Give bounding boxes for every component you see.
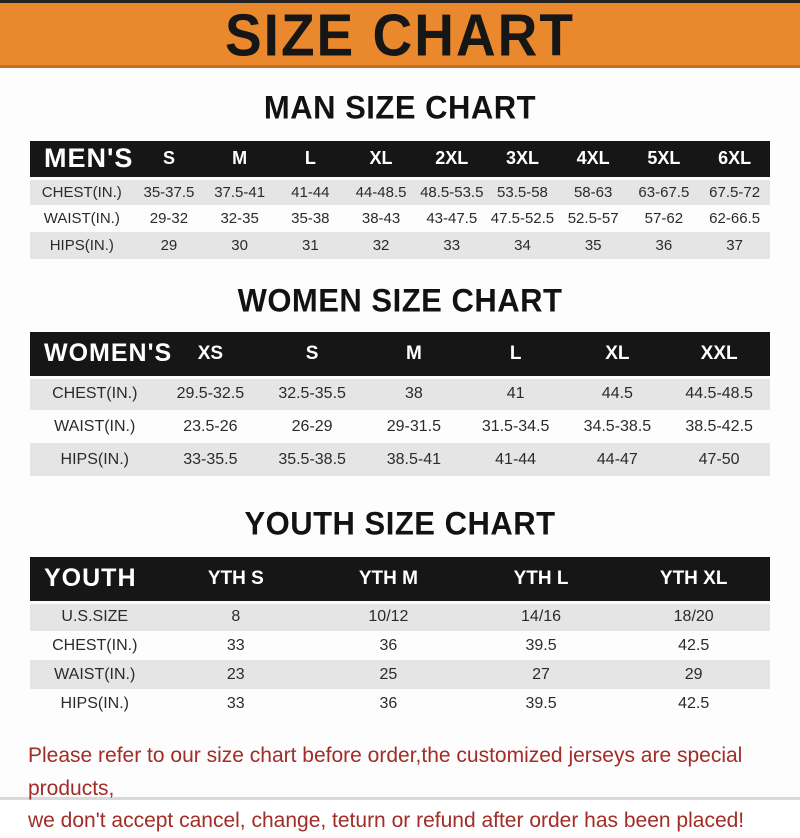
size-column-header: XL <box>567 332 669 377</box>
size-column-header: S <box>261 332 363 377</box>
data-cell: 44.5-48.5 <box>668 377 770 410</box>
table-row <box>30 660 770 689</box>
size-column-header: XS <box>160 332 262 377</box>
row-label: WAIST(IN.) <box>30 660 160 689</box>
data-cell: 33 <box>160 631 313 660</box>
size-column-header: 6XL <box>699 141 770 178</box>
data-cell: 44.5 <box>567 377 669 410</box>
data-cell: 62-66.5 <box>699 205 770 232</box>
data-cell: 44-47 <box>567 443 669 476</box>
data-cell: 38 <box>363 377 465 410</box>
data-cell: 33 <box>416 232 487 259</box>
table-row <box>30 443 770 476</box>
youth-size-table <box>30 557 770 718</box>
data-cell: 58-63 <box>558 178 629 205</box>
data-cell: 29.5-32.5 <box>160 377 262 410</box>
table-corner-label: YOUTH <box>30 557 160 602</box>
data-cell: 14/16 <box>465 602 618 631</box>
data-cell: 30 <box>204 232 275 259</box>
size-column-header: M <box>204 141 275 178</box>
table-row <box>30 232 770 259</box>
data-cell: 36 <box>629 232 700 259</box>
size-column-header: M <box>363 332 465 377</box>
data-cell: 43-47.5 <box>416 205 487 232</box>
data-cell: 48.5-53.5 <box>416 178 487 205</box>
data-cell: 39.5 <box>465 631 618 660</box>
data-cell: 35 <box>558 232 629 259</box>
table-header-row <box>30 141 770 178</box>
data-cell: 41-44 <box>465 443 567 476</box>
man-size-chart-title: MAN SIZE CHART <box>263 89 537 126</box>
data-cell: 57-62 <box>629 205 700 232</box>
row-label: HIPS(IN.) <box>30 689 160 718</box>
size-column-header: 2XL <box>416 141 487 178</box>
table-row <box>30 205 770 232</box>
row-label: HIPS(IN.) <box>30 232 134 259</box>
row-label: U.S.SIZE <box>30 602 160 631</box>
data-cell: 36 <box>312 689 465 718</box>
data-cell: 32-35 <box>204 205 275 232</box>
women-size-chart-title: WOMEN SIZE CHART <box>237 282 563 319</box>
womens-size-table <box>30 332 770 476</box>
size-column-header: YTH XL <box>617 557 770 602</box>
size-column-header: YTH S <box>160 557 313 602</box>
row-label: CHEST(IN.) <box>30 631 160 660</box>
data-cell: 37.5-41 <box>204 178 275 205</box>
row-label: WAIST(IN.) <box>30 410 160 443</box>
size-column-header: XXL <box>668 332 770 377</box>
men-size-table-container <box>30 141 770 259</box>
data-cell: 63-67.5 <box>629 178 700 205</box>
data-cell: 38.5-42.5 <box>668 410 770 443</box>
data-cell: 29-31.5 <box>363 410 465 443</box>
data-cell: 29 <box>617 660 770 689</box>
data-cell: 34.5-38.5 <box>567 410 669 443</box>
youth-size-chart-title: YOUTH SIZE CHART <box>244 505 556 542</box>
table-header-row <box>30 332 770 377</box>
table-row <box>30 410 770 443</box>
page-title: SIZE CHART <box>225 1 575 69</box>
data-cell: 31 <box>275 232 346 259</box>
row-label: CHEST(IN.) <box>30 377 160 410</box>
data-cell: 35-38 <box>275 205 346 232</box>
table-header-row <box>30 557 770 602</box>
row-label: HIPS(IN.) <box>30 443 160 476</box>
data-cell: 23.5-26 <box>160 410 262 443</box>
data-cell: 18/20 <box>617 602 770 631</box>
size-column-header: 4XL <box>558 141 629 178</box>
data-cell: 44-48.5 <box>346 178 417 205</box>
disclaimer-line-2: we don't accept cancel, change, teturn or refund after order has been placed! <box>28 809 745 833</box>
youth-size-table-container <box>30 557 770 718</box>
data-cell: 47-50 <box>668 443 770 476</box>
data-cell: 32 <box>346 232 417 259</box>
data-cell: 47.5-52.5 <box>487 205 558 232</box>
data-cell: 29 <box>134 232 205 259</box>
data-cell: 27 <box>465 660 618 689</box>
data-cell: 38.5-41 <box>363 443 465 476</box>
data-cell: 10/12 <box>312 602 465 631</box>
data-cell: 8 <box>160 602 313 631</box>
table-row <box>30 178 770 205</box>
data-cell: 26-29 <box>261 410 363 443</box>
table-row <box>30 377 770 410</box>
size-column-header: L <box>465 332 567 377</box>
women-size-table-container <box>30 332 770 476</box>
data-cell: 31.5-34.5 <box>465 410 567 443</box>
data-cell: 39.5 <box>465 689 618 718</box>
row-label: WAIST(IN.) <box>30 205 134 232</box>
data-cell: 41 <box>465 377 567 410</box>
data-cell: 33 <box>160 689 313 718</box>
data-cell: 67.5-72 <box>699 178 770 205</box>
banner <box>0 0 800 68</box>
size-column-header: YTH M <box>312 557 465 602</box>
table-row <box>30 631 770 660</box>
row-label: CHEST(IN.) <box>30 178 134 205</box>
size-column-header: S <box>134 141 205 178</box>
disclaimer-line-1: Please refer to our size chart before order,the customized jerseys are special products, <box>28 744 743 800</box>
table-corner-label: MEN'S <box>30 141 134 178</box>
data-cell: 33-35.5 <box>160 443 262 476</box>
data-cell: 38-43 <box>346 205 417 232</box>
size-column-header: 3XL <box>487 141 558 178</box>
data-cell: 35-37.5 <box>134 178 205 205</box>
data-cell: 53.5-58 <box>487 178 558 205</box>
table-corner-label: WOMEN'S <box>30 332 160 377</box>
table-row <box>30 689 770 718</box>
data-cell: 52.5-57 <box>558 205 629 232</box>
size-column-header: 5XL <box>629 141 700 178</box>
data-cell: 32.5-35.5 <box>261 377 363 410</box>
data-cell: 34 <box>487 232 558 259</box>
data-cell: 25 <box>312 660 465 689</box>
data-cell: 42.5 <box>617 631 770 660</box>
data-cell: 37 <box>699 232 770 259</box>
data-cell: 42.5 <box>617 689 770 718</box>
table-row <box>30 602 770 631</box>
data-cell: 41-44 <box>275 178 346 205</box>
size-column-header: XL <box>346 141 417 178</box>
data-cell: 23 <box>160 660 313 689</box>
size-column-header: YTH L <box>465 557 618 602</box>
mens-size-table <box>30 141 770 259</box>
disclaimer-text <box>28 740 772 838</box>
data-cell: 29-32 <box>134 205 205 232</box>
data-cell: 36 <box>312 631 465 660</box>
data-cell: 35.5-38.5 <box>261 443 363 476</box>
size-column-header: L <box>275 141 346 178</box>
